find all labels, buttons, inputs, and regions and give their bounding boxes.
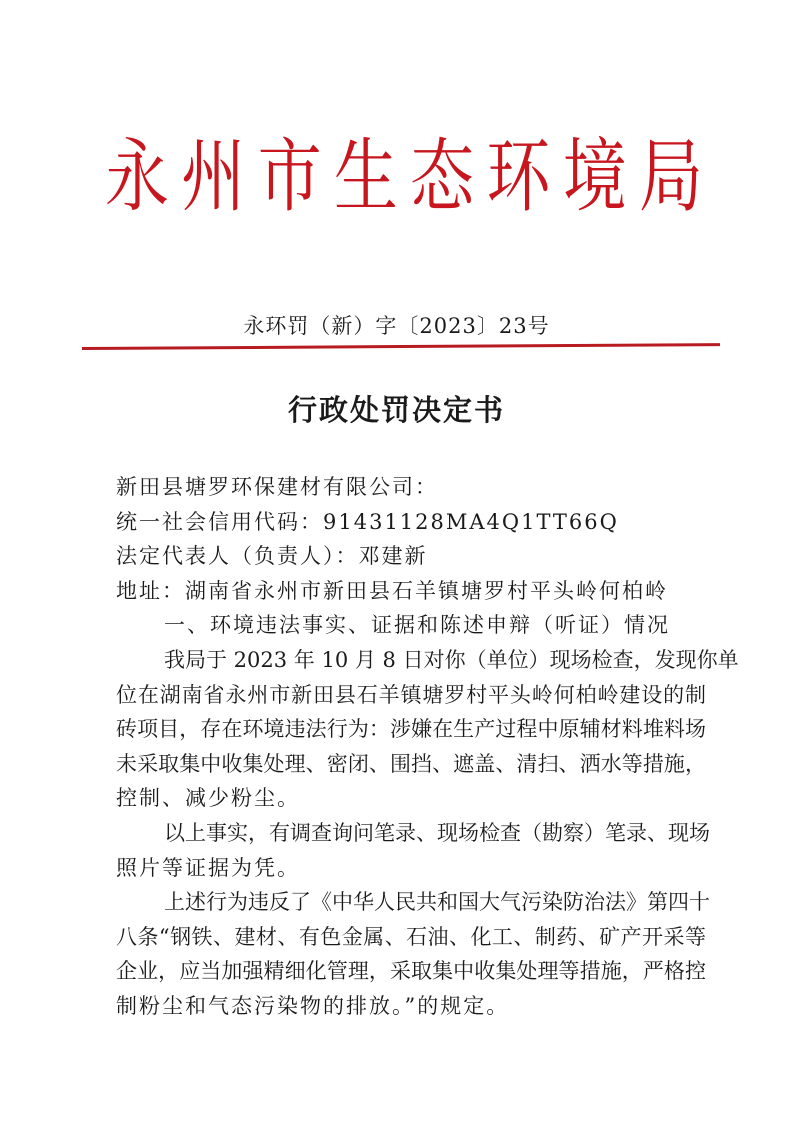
text-line: 照片等证据为凭。: [116, 855, 300, 880]
paragraph-evidence: [116, 816, 710, 885]
red-divider: [82, 343, 720, 350]
paragraph-facts: [116, 643, 739, 816]
text-line: 未采取集中收集处理、密闭、围挡、遮盖、清扫、洒水等措施，: [116, 751, 706, 776]
text-line: 上述行为违反了《中华人民共和国大气污染防治法》第四十: [164, 890, 710, 915]
masthead-char: 局: [638, 131, 703, 224]
masthead-char: 州: [181, 131, 246, 224]
text-line: 控制、减少粉尘。: [116, 786, 300, 811]
text-line: 以上事实，有调查询问笔录、现场检查（勘察）笔录、现场: [164, 820, 710, 845]
masthead-char: 境: [562, 131, 627, 224]
text-line: 企业，应当加强精细化管理，采取集中收集处理等措施，严格控: [116, 959, 706, 984]
section-heading: 一、环境违法事实、证据和陈述申辩（听证）情况: [164, 613, 670, 638]
masthead-char: 永: [105, 131, 169, 224]
document-title: 行政处罚决定书: [287, 393, 505, 427]
legal-representative: 法定代表人（负责人）：邓建新: [116, 544, 428, 569]
text-line: 制粉尘和气态污染物的排放。”的规定。: [116, 993, 510, 1018]
recipient-company: 新田县塘罗环保建材有限公司：: [116, 475, 438, 499]
document-body: [116, 470, 739, 1024]
masthead-char: 环: [486, 131, 551, 224]
text-line: 位在湖南省永州市新田县石羊镇塘罗村平头岭何柏岭建设的制: [116, 682, 706, 707]
masthead-char: 市: [257, 131, 322, 224]
text-line: 八条“钢铁、建材、有色金属、石油、化工、制药、矿产开采等: [116, 924, 706, 949]
issuer-masthead: [104, 124, 704, 224]
masthead-char: 生: [333, 131, 398, 224]
credit-code: 统一社会信用代码：91431128MA4Q1TT66Q: [116, 509, 619, 534]
document-number: 永环罚（新）字〔2023〕23号: [243, 314, 550, 338]
address: 地址：湖南省永州市新田县石羊镇塘罗村平头岭何柏岭: [116, 578, 668, 603]
text-line: 我局于 2023 年 10 月 8 日对你（单位）现场检查，发现你单: [164, 647, 739, 672]
paragraph-violation: [116, 885, 710, 1023]
text-line: 砖项目，存在环境违法行为：涉嫌在生产过程中原辅材料堆料场: [116, 717, 706, 742]
masthead-char: 态: [410, 131, 475, 224]
